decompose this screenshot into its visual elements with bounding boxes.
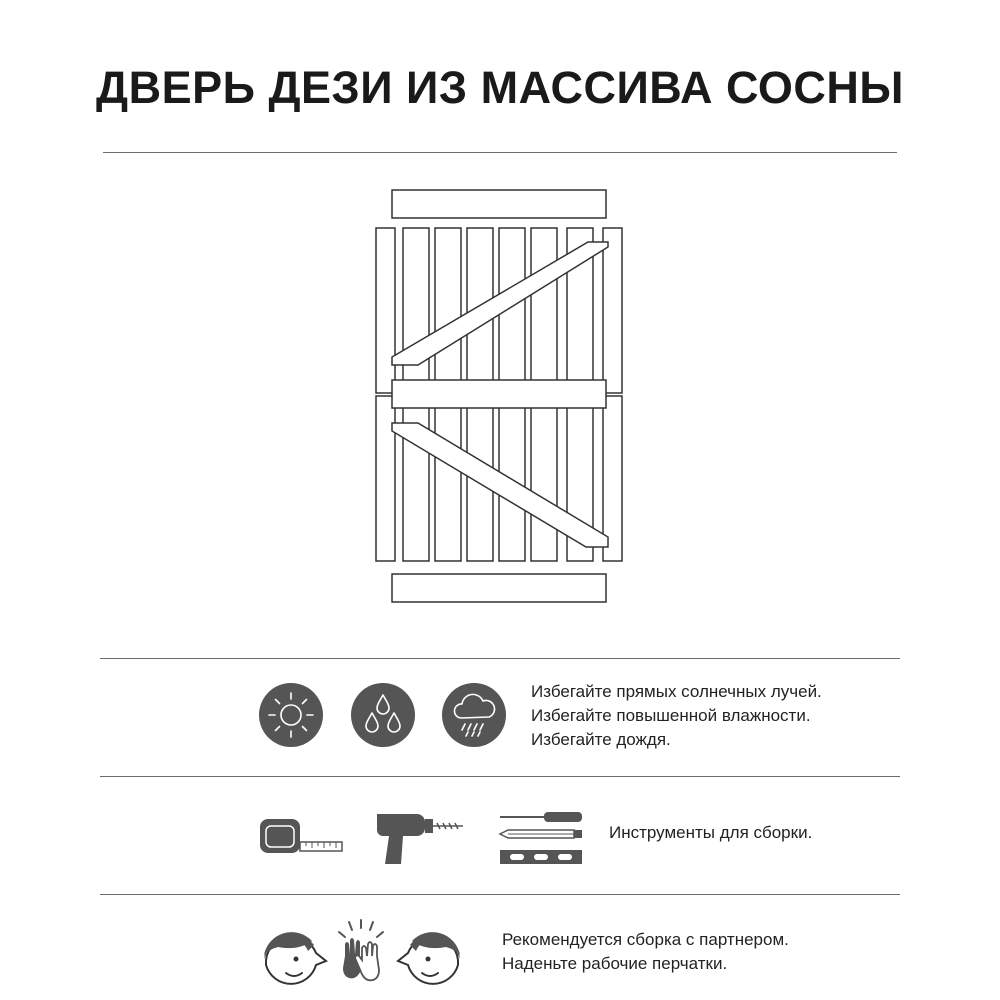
upper-board [603,228,622,393]
assembly-line-gloves: Наденьте рабочие перчатки. [502,954,728,973]
assembly-line-partner: Рекомендуется сборка с партнером. [502,930,789,949]
page-title: ДВЕРЬ ДЕЗИ ИЗ МАССИВА СОСНЫ [96,62,904,113]
person-icon [258,925,330,991]
person-icon [394,925,466,991]
tools-line: Инструменты для сборки. [609,823,813,842]
care-instructions [531,680,822,752]
divider-top [103,152,897,153]
tape-measure-icon [258,815,344,857]
bottom-rail [392,574,606,602]
lower-board [531,396,557,561]
divider-tools [100,776,900,777]
sun-icon [258,682,324,748]
upper-board [376,228,395,393]
screwdriver-pencil-level-icon [498,810,584,868]
lower-board [403,396,429,561]
care-line-humidity: Избегайте повышенной влажности. [531,706,811,725]
top-rail [392,190,606,218]
water-drops-icon [350,682,416,748]
drill-icon [373,808,467,866]
lower-board [435,396,461,561]
middle-rail [392,380,606,408]
assembly-instructions [502,928,789,976]
door-diagram [370,185,630,605]
lower-board [376,396,395,561]
upper-board [403,228,429,393]
divider-assembly [100,894,900,895]
rain-cloud-icon [441,682,507,748]
care-line-rain: Избегайте дождя. [531,730,671,749]
care-line-sun: Избегайте прямых солнечных лучей. [531,682,822,701]
upper-board [531,228,557,393]
upper-board [435,228,461,393]
gloves-icon [335,918,387,990]
tools-instructions [609,821,812,845]
divider-care [100,658,900,659]
